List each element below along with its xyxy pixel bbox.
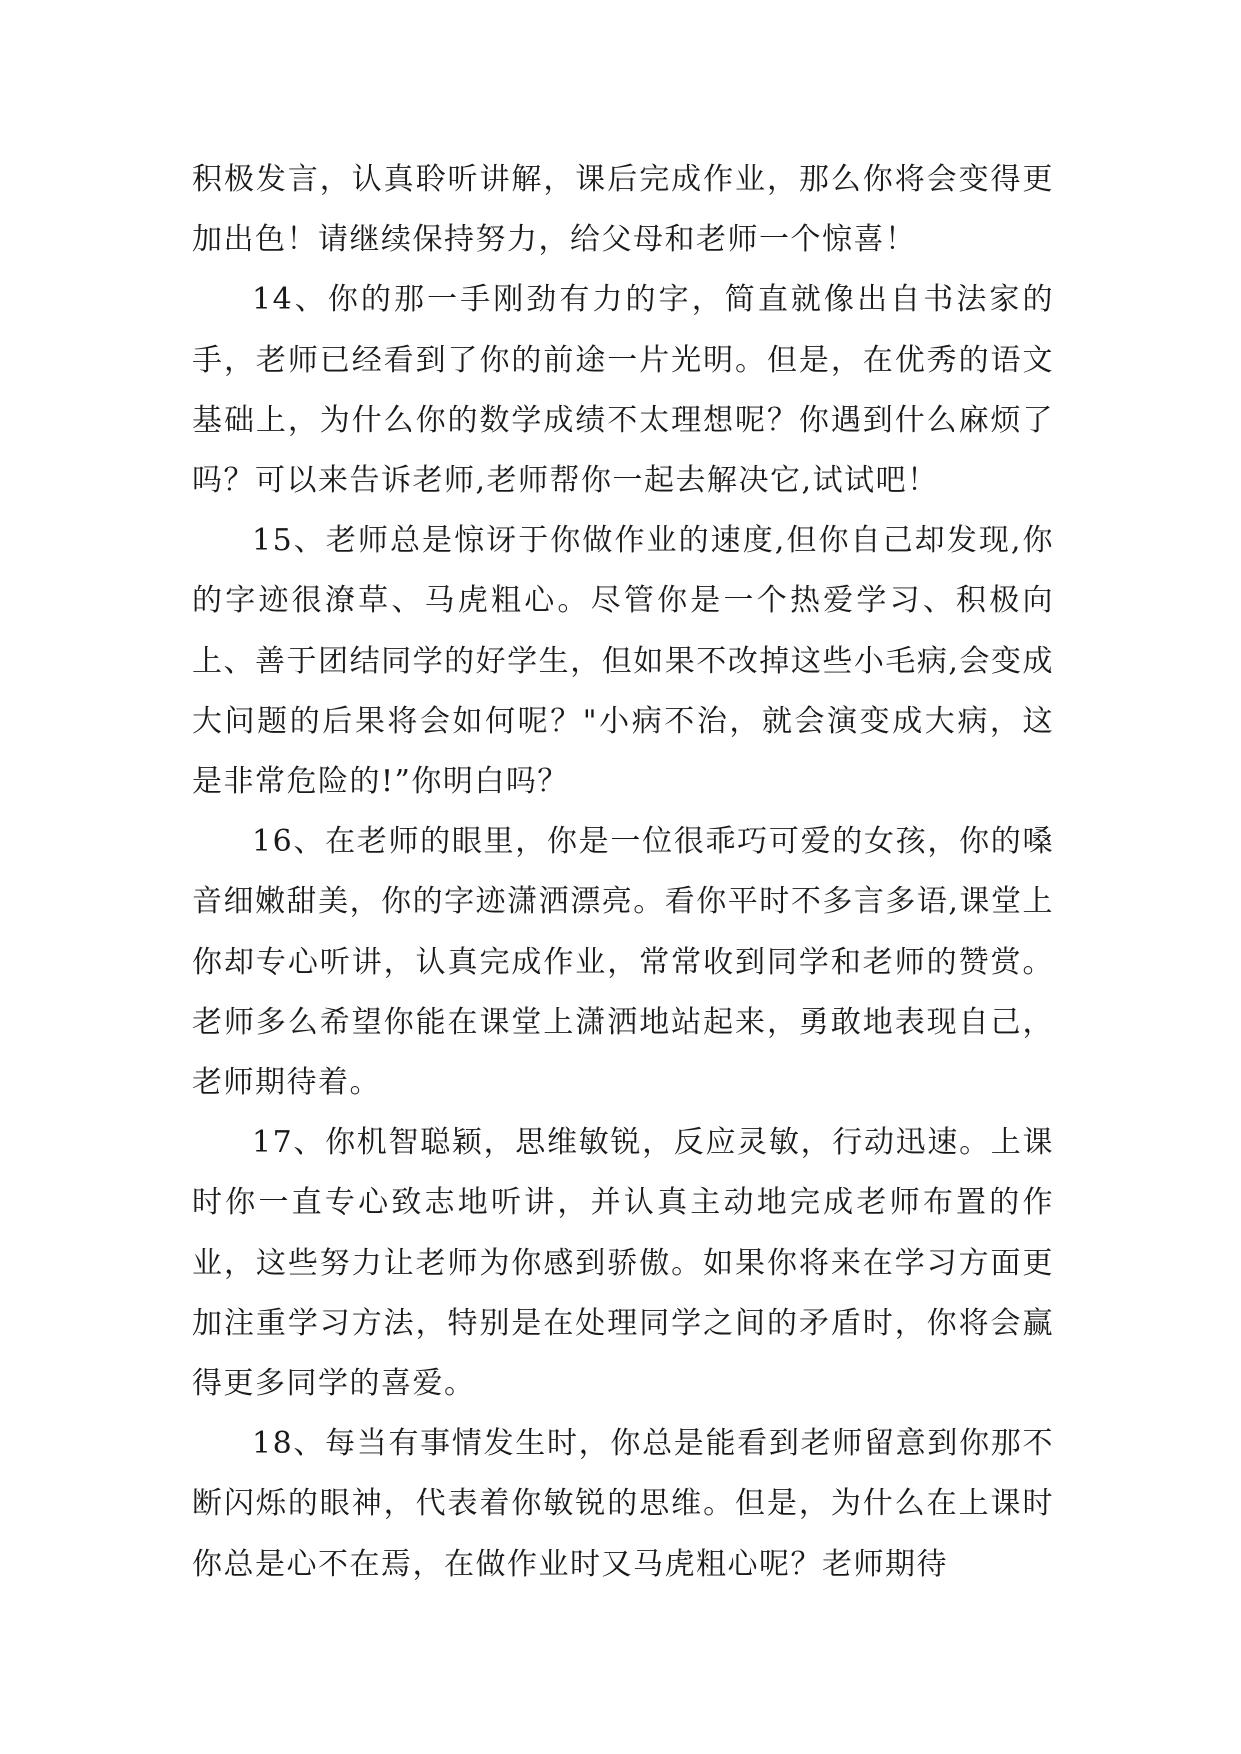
paragraph-16: 16、在老师的眼里，你是一位很乖巧可爱的女孩，你的嗓音细嫩甜美，你的字迹潇洒漂亮。看你平时不多言多语,课堂上你却专心听讲，认真完成作业，常常收到同学和老师的赞赏。老师多么希望你能在课堂上潇洒地站起来，勇敢地表现自己，老师期待着。 — [192, 824, 1054, 1101]
body-text — [192, 150, 1054, 1595]
paragraph-18: 18、每当有事情发生时，你总是能看到老师留意到你那不断闪烁的眼神，代表着你敏锐的思维。但是，为什么在上课时你总是心不在焉，在做作业时又马虎粗心呢？老师期待 — [192, 1426, 1054, 1582]
paragraph-continued: 积极发言，认真聆听讲解，课后完成作业，那么你将会变得更加出色！请继续保持努力，给父母和老师一个惊喜！ — [192, 162, 1054, 258]
paragraph-15: 15、老师总是惊讶于你做作业的速度,但你自己却发现,你的字迹很潦草、马虎粗心。尽管你是一个热爱学习、积极向上、善于团结同学的好学生，但如果不改掉这些小毛病,会变成大问题的后果将会如何呢？"小病不治，就会演变成大病，这是非常危险的!”你明白吗？ — [192, 523, 1054, 800]
paragraph-17: 17、你机智聪颖，思维敏锐，反应灵敏，行动迅速。上课时你一直专心致志地听讲，并认真主动地完成老师布置的作业，这些努力让老师为你感到骄傲。如果你将来在学习方面更加注重学习方法，特别是在处理同学之间的矛盾时，你将会赢得更多同学的喜爱。 — [192, 1125, 1054, 1402]
paragraph-14: 14、你的那一手刚劲有力的字，简直就像出自书法家的手，老师已经看到了你的前途一片光明。但是，在优秀的语文基础上，为什么你的数学成绩不太理想呢？你遇到什么麻烦了吗？可以来告诉老师,老师帮你一起去解决它,试试吧！ — [192, 282, 1054, 499]
